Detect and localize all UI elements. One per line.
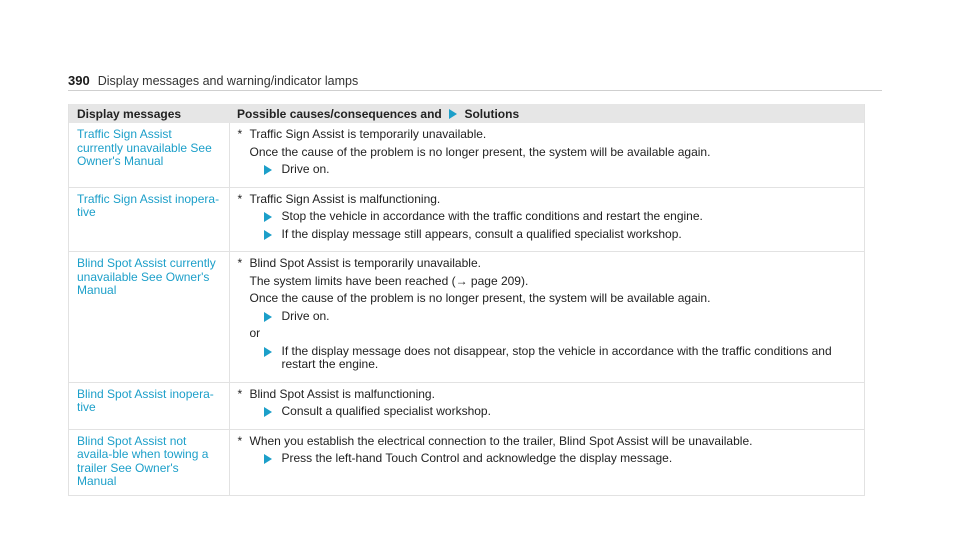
column-header-causes-text: Possible causes/consequences and xyxy=(237,107,442,121)
table-row xyxy=(69,429,865,495)
cause-item: * Traffic Sign Assist is malfunctioning. xyxy=(238,193,857,207)
action-text: Press the left-hand Touch Control and acknowledge the display message. xyxy=(281,451,673,465)
display-message: Blind Spot Assist not availa-ble when towing a trailer See Owner's Manual xyxy=(69,429,230,495)
cause-item: * Blind Spot Assist is temporarily unavailable. xyxy=(238,257,857,271)
causes-cell xyxy=(229,429,865,495)
action-text: Drive on. xyxy=(281,162,330,176)
display-message: Blind Spot Assist currently unavailable See Owner's Manual xyxy=(69,252,230,383)
action-text: If the display message does not disappear, stop the vehicle in accordance with the traffic conditions and restart the engine. xyxy=(281,343,832,371)
table-row xyxy=(69,123,865,187)
causes-cell xyxy=(229,252,865,383)
play-arrow-icon xyxy=(264,407,272,417)
display-message: Traffic Sign Assist inopera-tive xyxy=(69,187,230,252)
display-message: Blind Spot Assist inopera-tive xyxy=(69,382,230,429)
detail-text: Once the cause of the problem is no longer present, the system will be available again. xyxy=(249,291,711,305)
action-item xyxy=(250,452,857,466)
action-item xyxy=(250,345,857,372)
table-row xyxy=(69,382,865,429)
header-divider xyxy=(68,90,882,91)
action-text: Stop the vehicle in accordance with the traffic conditions and restart the engine. xyxy=(281,209,703,223)
display-message: Traffic Sign Assist currently unavailable See Owner's Manual xyxy=(69,123,230,187)
play-arrow-icon xyxy=(264,165,272,175)
or-separator: or xyxy=(249,326,261,340)
cause-item: * Blind Spot Assist is malfunctioning. xyxy=(238,388,857,402)
action-text: If the display message still appears, consult a qualified specialist workshop. xyxy=(281,226,682,241)
play-arrow-icon xyxy=(264,454,272,464)
causes-cell xyxy=(229,382,865,429)
play-arrow-icon xyxy=(264,230,272,240)
cause-item: * Traffic Sign Assist is temporarily unavailable. xyxy=(238,128,857,142)
action-text: Consult a qualified specialist workshop. xyxy=(281,404,491,418)
display-messages-table xyxy=(68,104,865,496)
action-item xyxy=(250,405,857,419)
action-item xyxy=(250,210,857,224)
column-header-causes xyxy=(229,104,865,123)
page-number: 390 xyxy=(68,73,90,88)
column-header-solutions-text: Solutions xyxy=(464,107,520,121)
table-row xyxy=(69,187,865,252)
column-header-messages: Display messages xyxy=(69,104,230,123)
action-item xyxy=(250,163,857,177)
page-title: Display messages and warning/indicator lamps xyxy=(97,74,359,88)
cause-text: Blind Spot Assist is temporarily unavailable. xyxy=(249,256,481,270)
play-arrow-icon xyxy=(264,347,272,357)
action-item xyxy=(250,310,857,324)
cause-item: * When you establish the electrical connection to the trailer, Blind Spot Assist will be unavailable. xyxy=(238,435,857,449)
play-arrow-icon xyxy=(264,212,272,222)
causes-cell xyxy=(229,187,865,252)
action-item xyxy=(250,228,857,242)
detail-text: The system limits have been reached (→ page 209). xyxy=(249,273,529,288)
table-row xyxy=(69,252,865,383)
play-arrow-icon xyxy=(449,109,457,119)
table-header-row xyxy=(69,104,865,123)
cause-text: Traffic Sign Assist is temporarily unavailable. xyxy=(249,127,487,141)
cause-text: When you establish the electrical connection to the trailer, Blind Spot Assist will be unavailable. xyxy=(249,433,753,448)
page-header xyxy=(68,73,358,88)
detail-text: Once the cause of the problem is no longer present, the system will be available again. xyxy=(249,144,711,159)
cause-text: Blind Spot Assist is malfunctioning. xyxy=(249,386,435,401)
cause-text: Traffic Sign Assist is malfunctioning. xyxy=(249,191,441,206)
action-text: Drive on. xyxy=(281,308,330,323)
play-arrow-icon xyxy=(264,312,272,322)
causes-cell xyxy=(229,123,865,187)
